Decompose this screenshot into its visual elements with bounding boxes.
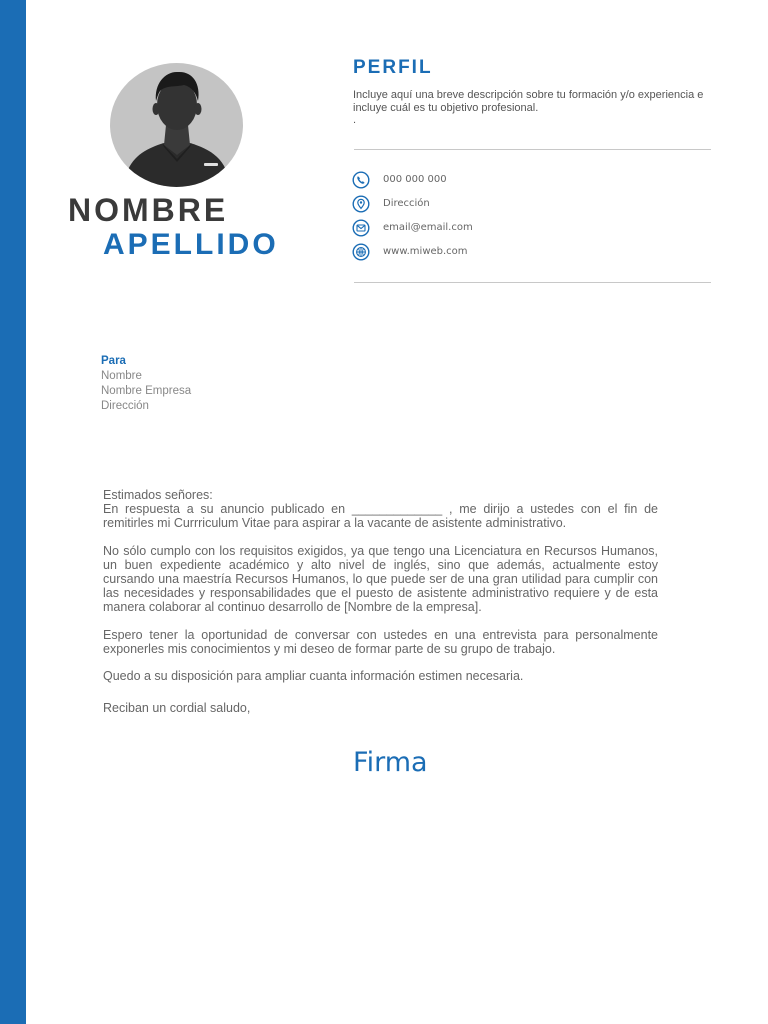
- letter-greeting: Estimados señores:: [103, 488, 213, 502]
- avatar: [110, 63, 243, 187]
- perfil-title: PERFIL: [353, 57, 433, 78]
- recipient-label: Para: [101, 355, 126, 367]
- letter-availability: Quedo a su disposición para ampliar cuanta información estimen necesaria.: [103, 669, 524, 683]
- last-name: APELLIDO: [103, 228, 279, 261]
- recipient-block: [101, 354, 191, 414]
- letter-paragraph: No sólo cumplo con los requisitos exigidos, ya que tengo una Licenciatura en Recursos Humanos, un buen expediente académico y alto nivel de inglés, sino que además, actualmente estoy cursando una maestría Recursos Humanos, lo que puede ser de una gran utilidad para cumplir con las necesidades y responsabilidades que el puesto de asistente administrativo requiere y de esta manera colaborar al continuo desarrollo de [Nombre de la empresa].: [103, 544, 658, 614]
- recipient-name: Nombre: [101, 370, 142, 382]
- globe-icon: [352, 243, 370, 261]
- email-icon: [352, 219, 370, 237]
- divider-bottom: [354, 282, 711, 283]
- letter-hope: Espero tener la oportunidad de conversar con ustedes en una entrevista para personalmente exponerles mis conocimientos y mi deseo de formar parte de su grupo de trabajo.: [103, 628, 658, 656]
- perfil-description: Incluye aquí una breve descripción sobre tu formación y/o experiencia e incluye cuál es tu objetivo profesional.: [353, 89, 704, 114]
- person-silhouette-icon: [110, 63, 243, 187]
- contact-web-text: www.miweb.com: [383, 246, 468, 257]
- contact-email: [352, 219, 652, 237]
- contact-phone-text: 000 000 000: [383, 174, 447, 185]
- left-accent-bar: [0, 0, 26, 1024]
- letter-closing: Reciban un cordial saludo,: [103, 701, 251, 715]
- signature: Firma: [353, 747, 428, 778]
- letter-intro: En respuesta a su anuncio publicado en _____________ , me dirijo a ustedes con el fin de remitirles mi Currriculum Vitae para aspirar a la vacante de asistente administrativo.: [103, 502, 658, 530]
- contact-email-text: email@email.com: [383, 222, 473, 233]
- recipient-address: Dirección: [101, 400, 149, 412]
- perfil-trailing-dot: .: [353, 114, 357, 126]
- recipient-company: Nombre Empresa: [101, 385, 192, 397]
- letter-body: [103, 488, 658, 715]
- contact-address-text: Dirección: [383, 198, 430, 209]
- contact-address: [352, 195, 652, 213]
- location-pin-icon: [352, 195, 370, 213]
- contact-web: [352, 243, 652, 261]
- phone-icon: [352, 171, 370, 189]
- contact-phone: [352, 171, 652, 189]
- divider-top: [354, 149, 711, 150]
- first-name: NOMBRE: [68, 192, 229, 228]
